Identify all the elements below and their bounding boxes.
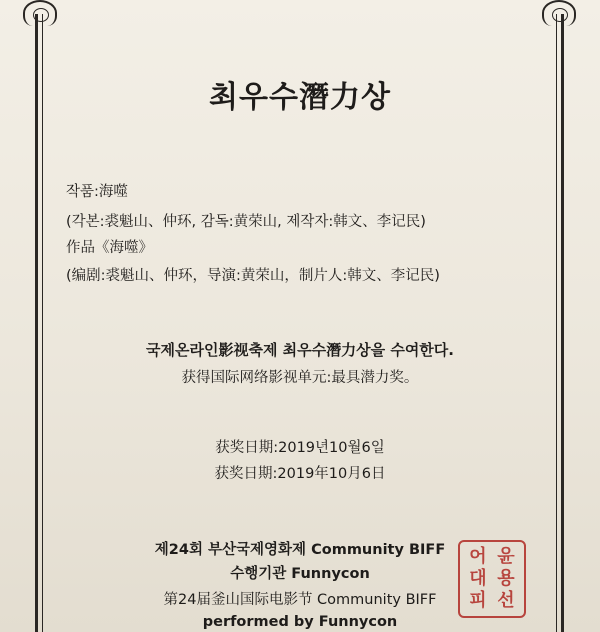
credits-korean: (각본:裘魁山、仲环, 감독:黄荣山, 제작자:韩文、李记民): [66, 214, 426, 230]
seal-char: 피: [469, 590, 487, 611]
credits-chinese: (编剧:裘魁山、仲环，导演:黄荣山，制片人:韩文、李记民): [66, 268, 440, 284]
seal-char: 어: [469, 546, 487, 567]
festival-name-korean: 제24회 부산국제영화제 Community BIFF: [154, 542, 446, 558]
right-ornament: [542, 0, 576, 26]
work-title-korean: 작품:海噬: [66, 184, 128, 200]
seal-char: 대: [469, 568, 487, 589]
seal-char: 용: [497, 568, 515, 589]
award-date-korean: 获奖日期:2019년10월6일: [215, 440, 385, 456]
red-seal-stamp: [458, 540, 526, 618]
organizer-english: performed by Funnycon: [202, 614, 398, 630]
work-title-chinese: 作品《海噬》: [66, 240, 153, 256]
festival-name-chinese: 第24届釜山国际电影节 Community BIFF: [163, 592, 437, 608]
award-date-chinese: 获奖日期:2019年10月6日: [214, 466, 386, 482]
seal-char: 윤: [497, 546, 515, 567]
award-statement-korean: 국제온라인影视축제 최우수潛力상을 수여한다.: [146, 341, 454, 359]
certificate-title: 최우수潛力상: [209, 80, 391, 115]
seal-char: 선: [497, 590, 515, 611]
organizer-korean: 수행기관 Funnycon: [230, 566, 370, 582]
left-ornament: [23, 0, 57, 26]
award-statement-chinese: 获得国际网络影视单元:最具潜力奖。: [181, 370, 419, 386]
